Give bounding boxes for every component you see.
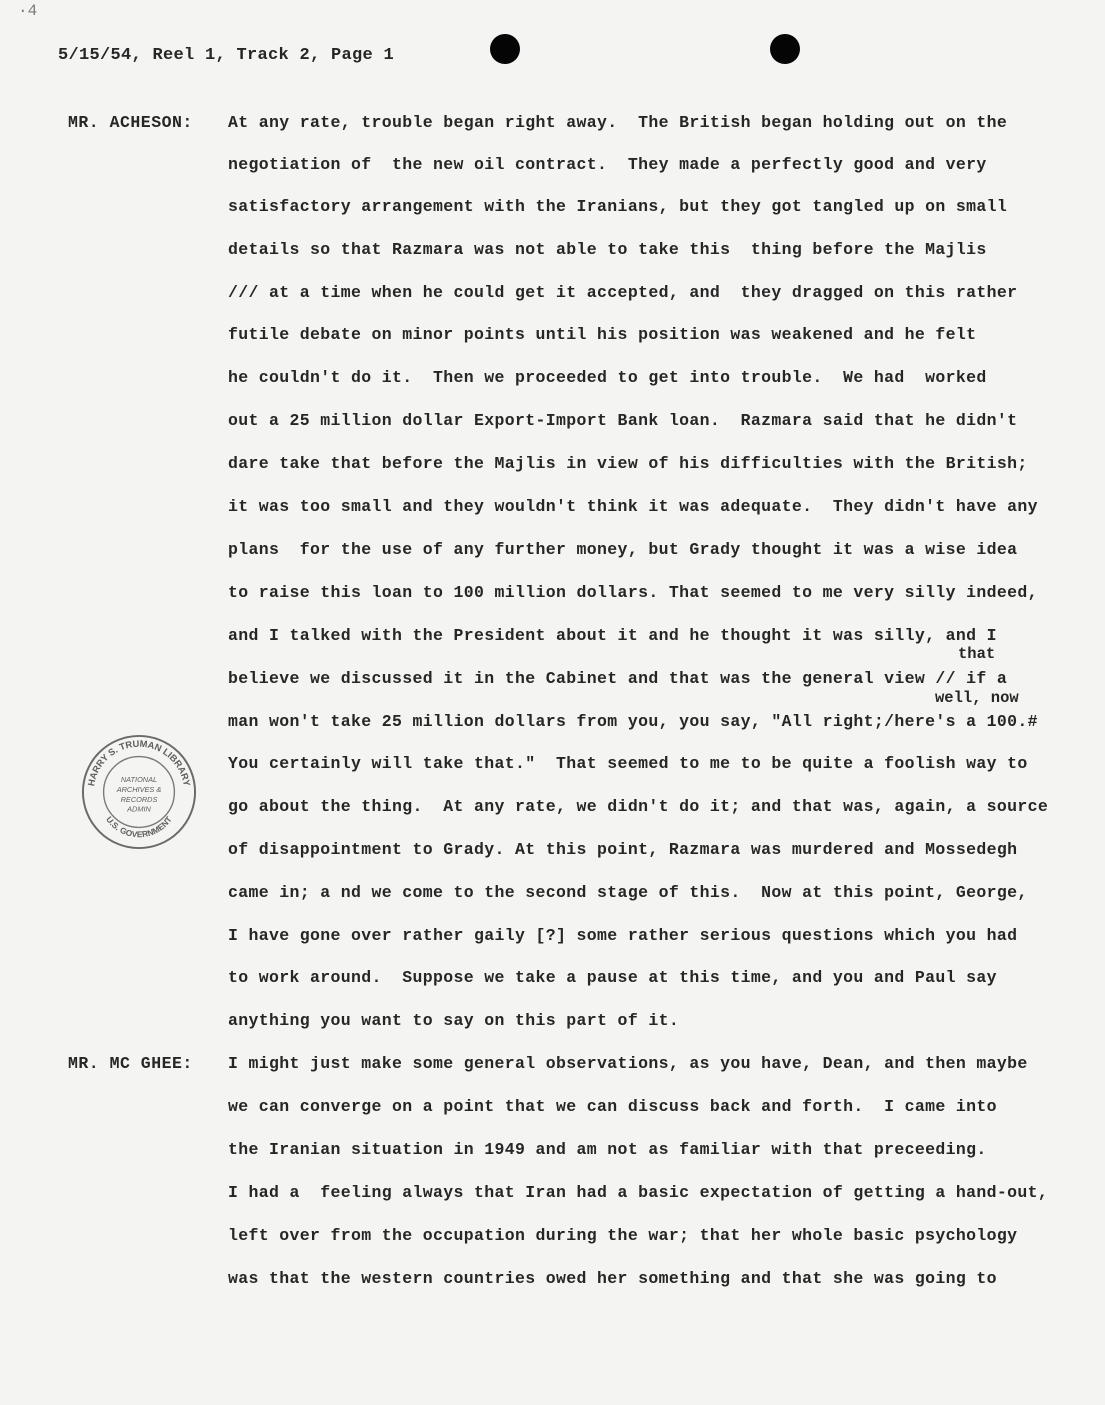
text-line: of disappointment to Grady. At this point, Razmara was murdered and Mossedegh — [228, 840, 1018, 859]
text-line: /// at a time when he could get it accepted, and they dragged on this rather — [228, 283, 1018, 302]
stamp-center-line: RECORDS — [120, 794, 158, 804]
text-line: believe we discussed it in the Cabinet and that was the general view // if a — [228, 669, 1008, 688]
page-header: 5/15/54, Reel 1, Track 2, Page 1 — [58, 46, 395, 65]
text-line: go about the thing. At any rate, we didn't do it; and that was, again, a source — [228, 797, 1049, 816]
stamp-center-line: ADMIN — [127, 804, 151, 814]
text-line: left over from the occupation during the war; that her whole basic psychology — [228, 1226, 1018, 1245]
text-line: it was too small and they wouldn't think it was adequate. They didn't have any — [228, 497, 1038, 516]
text-line: satisfactory arrangement with the Iranians, but they got tangled up on small — [228, 197, 1008, 216]
speaker-acheson: MR. ACHESON: — [68, 113, 193, 132]
text-line: dare take that before the Majlis in view of his difficulties with the British; — [228, 454, 1028, 473]
text-line: the Iranian situation in 1949 and am not as familiar with that preceeding. — [228, 1140, 987, 1159]
text-line: I might just make some general observations, as you have, Dean, and then maybe — [228, 1054, 1028, 1073]
text-line: negotiation of the new oil contract. They made a perfectly good and very — [228, 155, 987, 174]
text-line: we can converge on a point that we can discuss back and forth. I came into — [228, 1097, 997, 1116]
text-line: man won't take 25 million dollars from you, you say, "All right;/here's a 100.# — [228, 712, 1038, 731]
text-line: was that the western countries owed her something and that she was going to — [228, 1269, 997, 1288]
corner-mark: ·4 — [18, 2, 38, 20]
text-line: plans for the use of any further money, but Grady thought it was a wise idea — [228, 540, 1018, 559]
text-line: to work around. Suppose we take a pause at this time, and you and Paul say — [228, 968, 997, 987]
stamp-center-line: ARCHIVES & — [116, 785, 162, 794]
text-line: he couldn't do it. Then we proceeded to get into trouble. We had worked — [228, 368, 987, 387]
speaker-mcghee: MR. MC GHEE: — [68, 1054, 193, 1073]
stamp-bottom-text: U.S. GOVERNMENT — [104, 814, 174, 840]
archive-stamp — [80, 733, 198, 851]
stamp-center-line: NATIONAL — [120, 775, 158, 785]
text-line: to raise this loan to 100 million dollars. That seemed to me very silly indeed, — [228, 583, 1038, 602]
text-line: and I talked with the President about it and he thought it was silly, and I — [228, 626, 997, 645]
text-line: anything you want to say on this part of it. — [228, 1011, 680, 1030]
text-line: I have gone over rather gaily [?] some rather serious questions which you had — [228, 926, 1018, 945]
text-line: I had a feeling always that Iran had a basic expectation of getting a hand-out, — [228, 1183, 1049, 1202]
punch-hole-right — [770, 34, 800, 64]
text-line: futile debate on minor points until his position was weakened and he felt — [228, 325, 977, 344]
text-line: You certainly will take that." That seemed to me to be quite a foolish way to — [228, 754, 1028, 773]
text-line: At any rate, trouble began right away. The British began holding out on the — [228, 113, 1008, 132]
text-line: out a 25 million dollar Export-Import Bank loan. Razmara said that he didn't — [228, 411, 1018, 430]
text-line: came in; a nd we come to the second stage of this. Now at this point, George, — [228, 883, 1028, 902]
text-line: details so that Razmara was not able to take this thing before the Majlis — [228, 240, 987, 259]
punch-hole-left — [490, 34, 520, 64]
interlinear-that: that — [958, 645, 996, 663]
stamp-ring-text: HARRY S. TRUMAN LIBRARY — [86, 738, 192, 787]
interlinear-well-now: well, now — [935, 689, 1019, 707]
